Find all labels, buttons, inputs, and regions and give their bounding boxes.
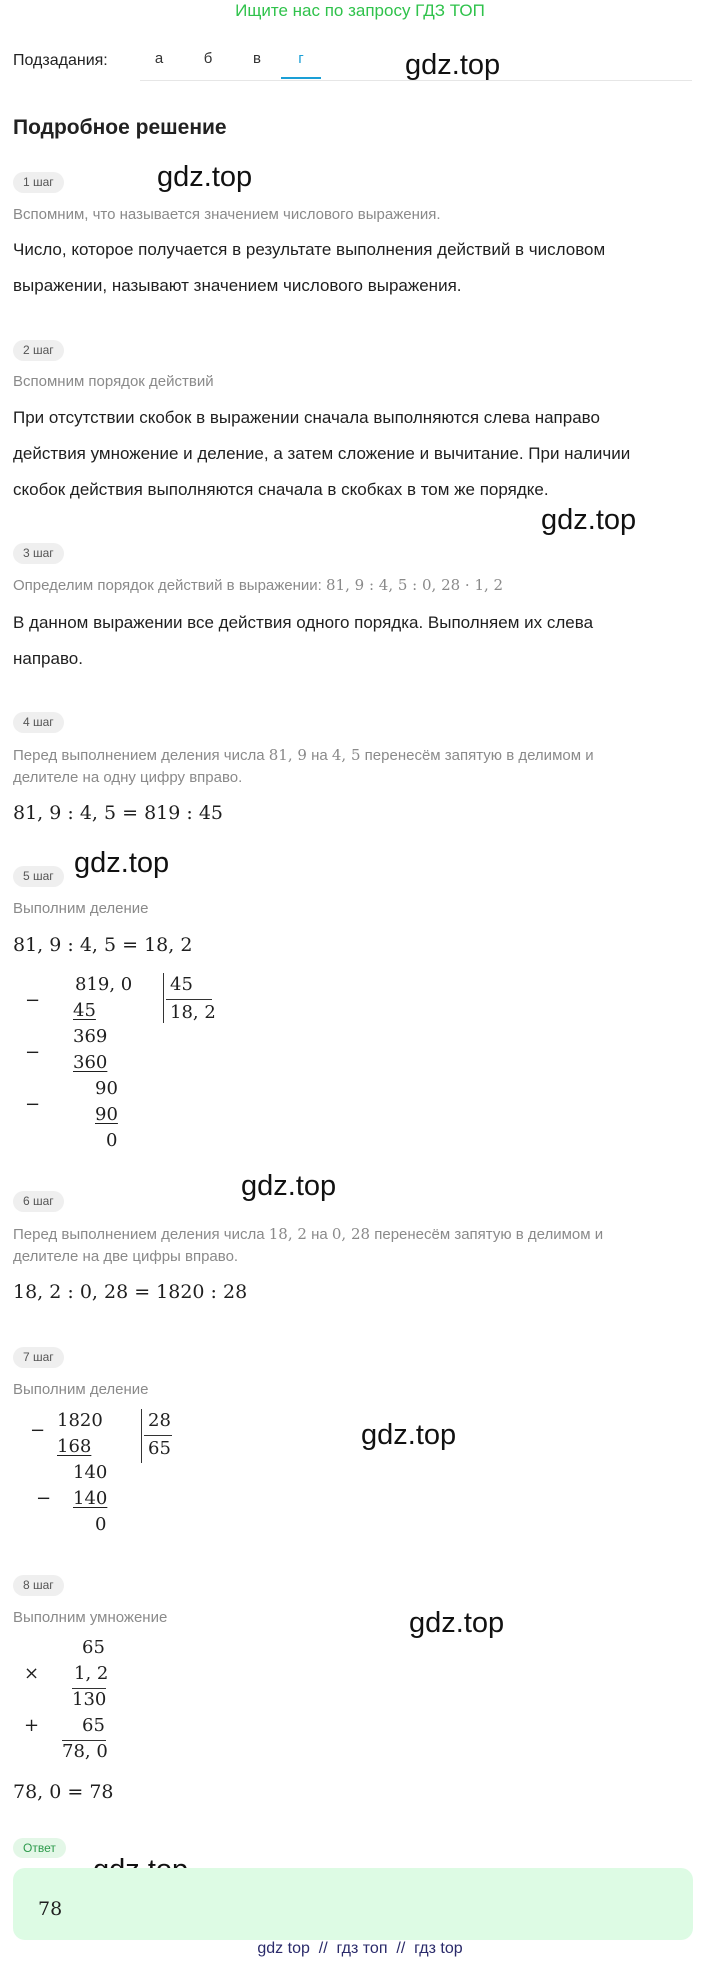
dividend: 1820 [57,1410,103,1431]
step-badge: 8 шаг [13,1575,64,1596]
step-badge: 7 шаг [13,1347,64,1368]
page-title: Подробное решение [13,116,227,139]
step-badge: 5 шаг [13,866,64,887]
plus-sign: + [24,1715,40,1736]
remainder: 369 [73,1026,108,1047]
minus-sign: − [25,1094,41,1115]
tab-v[interactable]: в [253,50,261,67]
tab-a[interactable]: а [154,50,164,67]
step-hint: Выполним деление [13,900,149,917]
step-hint: Вспомним порядок действий [13,373,214,390]
watermark: gdz.top [74,847,170,879]
watermark: gdz.top [157,161,253,193]
minus-sign: − [36,1488,52,1509]
equation: 81, 9 : 4, 5 = 18, 2 [13,934,193,956]
minus-sign: − [30,1420,46,1441]
step-text: выражении, называют значением числового выражения. [13,276,462,295]
remainder: 140 [73,1462,108,1483]
remainder: 0 [106,1130,118,1151]
minus-sign: − [25,1042,41,1063]
equation: 78, 0 = 78 [13,1781,114,1803]
divisor: 45 [170,974,193,995]
quotient: 18, 2 [170,1002,216,1023]
subtrahend: 140 [73,1488,108,1509]
math-expression: 81, 9 : 4, 5 : 0, 28 · 1, 2 [326,576,504,594]
step-badge: 4 шаг [13,712,64,733]
footer-links[interactable]: gdz top // гдз топ // гдз top [257,1940,463,1957]
partial-product: 65 [82,1715,105,1736]
divisor: 28 [148,1410,171,1431]
long-division [0,970,260,1160]
subtasks-label: Подзадания: [13,52,108,69]
times-sign: × [24,1663,40,1684]
product-result: 78, 0 [62,1741,108,1762]
step-hint: Перед выполнением деления числа 81, 9 на 4, 5 перенесём запятую в делимом и [13,746,594,764]
division-bar [141,1409,142,1463]
division-bar [163,973,164,1023]
step-text: направо. [13,649,83,668]
step-badge: 6 шаг [13,1191,64,1212]
equation: 81, 9 : 4, 5 = 819 : 45 [13,802,224,824]
step-hint: Выполним умножение [13,1609,168,1626]
step-hint: делителе на одну цифру вправо. [13,769,243,786]
subtrahend: 168 [57,1436,92,1457]
step-hint: Выполним деление [13,1381,149,1398]
answer-box [13,1868,693,1940]
answer-value: 78 [38,1898,63,1920]
step-text: скобок действия выполняются сначала в скобках в том же порядке. [13,480,549,499]
step-hint: делителе на две цифры вправо. [13,1248,239,1265]
step-badge: 1 шаг [13,172,64,193]
subtrahend: 360 [73,1052,108,1073]
watermark: gdz.top [361,1419,457,1451]
watermark: gdz.top [405,49,501,81]
step-text: Число, которое получается в результате выполнения действий в числовом [13,240,606,259]
remainder: 0 [95,1514,107,1535]
remainder: 90 [95,1078,118,1099]
quotient: 65 [148,1438,171,1459]
subtrahend: 45 [73,1000,96,1021]
multiplicand: 65 [82,1637,105,1658]
step-hint: Вспомним, что называется значением числового выражения. [13,206,441,223]
step-badge: 2 шаг [13,340,64,361]
watermark: gdz.top [541,504,637,536]
column-multiplication [0,1633,200,1773]
step-text: При отсутствии скобок в выражении сначала выполняются слева направо [13,408,600,427]
watermark: gdz.top [409,1607,505,1639]
equation: 18, 2 : 0, 28 = 1820 : 28 [13,1281,248,1303]
minus-sign: − [25,990,41,1011]
step-text: действия умножение и деление, а затем сложение и вычитание. При наличии [13,444,631,463]
step-text: В данном выражении все действия одного порядка. Выполняем их слева [13,613,594,632]
watermark: gdz.top [241,1170,337,1202]
step-hint: Перед выполнением деления числа 18, 2 на 0, 28 перенесём запятую в делимом и [13,1225,604,1243]
multiplier: 1, 2 [74,1663,109,1684]
long-division [0,1406,260,1546]
tab-g[interactable]: г [282,50,320,67]
partial-product: 130 [72,1689,107,1710]
promo-banner: Ищите нас по запросу ГДЗ ТОП [235,1,485,20]
tab-b[interactable]: б [203,50,213,67]
step-hint: Определим порядок действий в выражении: 81, 9 : 4, 5 : 0, 28 · 1, 2 [13,576,504,594]
subtrahend: 90 [95,1104,118,1125]
step-badge: 3 шаг [13,543,64,564]
dividend: 819, 0 [75,974,133,995]
answer-badge: Ответ [13,1838,66,1858]
